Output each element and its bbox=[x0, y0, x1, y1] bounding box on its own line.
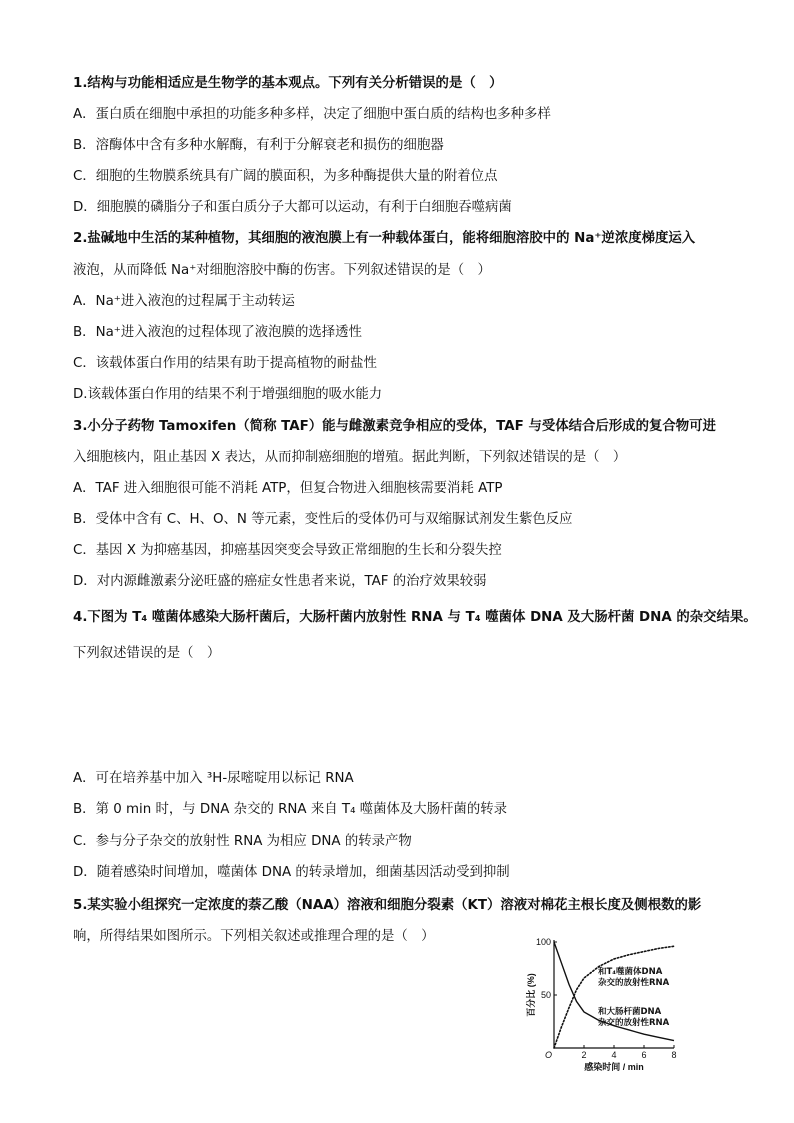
q5-stem-line2: 响，所得结果如图所示。下列相关叙述或推理合理的是（ ） bbox=[73, 929, 435, 944]
q3-stem-line2: 入细胞核内，阻止基因 X 表达，从而抑制癌细胞的增殖。据此判断，下列叙述错误的是（ ） bbox=[73, 450, 627, 465]
q4-option-c: C．参与分子杂交的放射性 RNA 为相应 DNA 的转录产物 bbox=[73, 834, 412, 849]
x-axis-label: 感染时间 / min bbox=[584, 1062, 644, 1072]
q2-stem-line1: 2.盐碱地中生活的某种植物，其细胞的液泡膜上有一种载体蛋白，能将细胞溶胶中的 Na⁺逆浓度梯度运入 bbox=[73, 231, 696, 246]
y-axis-label: 百分比 (%) bbox=[526, 973, 536, 1017]
q1-option-a: A．蛋白质在细胞中承担的功能多种多样，决定了细胞中蛋白质的结构也多种多样 bbox=[73, 107, 551, 122]
x-tick-label: 8 bbox=[671, 1050, 677, 1060]
q2-option-a: A．Na⁺进入液泡的过程属于主动转运 bbox=[73, 294, 295, 309]
x-tick-label: 4 bbox=[611, 1050, 617, 1060]
legend-ecoli-line2: 杂交的放射性RNA bbox=[598, 1018, 670, 1028]
q4-option-b: B．第 0 min 时，与 DNA 杂交的 RNA 来自 T₄ 噬菌体及大肠杆菌的转录 bbox=[73, 802, 507, 817]
x-tick-label: 2 bbox=[581, 1050, 587, 1060]
q4-stem-line1: 4.下图为 T₄ 噬菌体感染大肠杆菌后，大肠杆菌内放射性 RNA 与 T₄ 噬菌体 DNA 及大肠杆菌 DNA 的杂交结果。 bbox=[73, 610, 757, 625]
q1-stem: 1.结构与功能相适应是生物学的基本观点。下列有关分析错误的是（ ） bbox=[73, 76, 503, 91]
q3-option-c: C．基因 X 为抑癌基因，抑癌基因突变会导致正常细胞的生长和分裂失控 bbox=[73, 543, 502, 558]
q2-stem-line2: 液泡，从而降低 Na⁺对细胞溶胶中酶的伤害。下列叙述错误的是（ ） bbox=[73, 263, 491, 278]
q2-option-d: D.该载体蛋白作用的结果不利于增强细胞的吸水能力 bbox=[73, 387, 383, 402]
y-tick-label: 50 bbox=[540, 990, 551, 1000]
infection-hybridization-chart bbox=[512, 930, 692, 1075]
q3-stem-line1: 3.小分子药物 Tamoxifen（简称 TAF）能与雌激素竞争相应的受体，TAF 与受体结合后形成的复合物可进 bbox=[73, 419, 716, 434]
origin-label: O bbox=[545, 1050, 553, 1060]
q2-option-c: C．该载体蛋白作用的结果有助于提高植物的耐盐性 bbox=[73, 356, 377, 371]
q4-option-d: D．随着感染时间增加，噬菌体 DNA 的转录增加，细菌基因活动受到抑制 bbox=[73, 865, 510, 880]
q2-option-b: B．Na⁺进入液泡的过程体现了液泡膜的选择透性 bbox=[73, 325, 362, 340]
q4-stem-line2: 下列叙述错误的是（ ） bbox=[73, 646, 221, 661]
q3-option-a: A．TAF 进入细胞很可能不消耗 ATP，但复合物进入细胞核需要消耗 ATP bbox=[73, 481, 503, 496]
q3-option-d: D．对内源雌激素分泌旺盛的癌症女性患者来说，TAF 的治疗效果较弱 bbox=[73, 574, 487, 589]
q1-option-c: C．细胞的生物膜系统具有广阔的膜面积，为多种酶提供大量的附着位点 bbox=[73, 169, 498, 184]
legend-ecoli-line1: 和大肠杆菌DNA bbox=[598, 1007, 662, 1017]
y-tick-label: 100 bbox=[535, 937, 551, 947]
x-tick-label: 6 bbox=[641, 1050, 647, 1060]
legend-t4-line2: 杂交的放射性RNA bbox=[598, 978, 670, 988]
q1-option-b: B．溶酶体中含有多种水解酶，有利于分解衰老和损伤的细胞器 bbox=[73, 138, 444, 153]
q3-option-b: B．受体中含有 C、H、O、N 等元素，变性后的受体仍可与双缩脲试剂发生紫色反应 bbox=[73, 512, 573, 527]
chart-svg bbox=[512, 930, 692, 1075]
legend-t4-line1: 和T₄噬菌体DNA bbox=[598, 967, 663, 977]
q1-option-d: D．细胞膜的磷脂分子和蛋白质分子大都可以运动，有利于白细胞吞噬病菌 bbox=[73, 200, 512, 215]
q4-option-a: A．可在培养基中加入 ³H-尿嘧啶用以标记 RNA bbox=[73, 771, 354, 786]
series-t4-dna-line bbox=[554, 946, 674, 1048]
q5-stem-line1: 5.某实验小组探究一定浓度的萘乙酸（NAA）溶液和细胞分裂素（KT）溶液对棉花主根长度及侧根数的影 bbox=[73, 898, 702, 913]
